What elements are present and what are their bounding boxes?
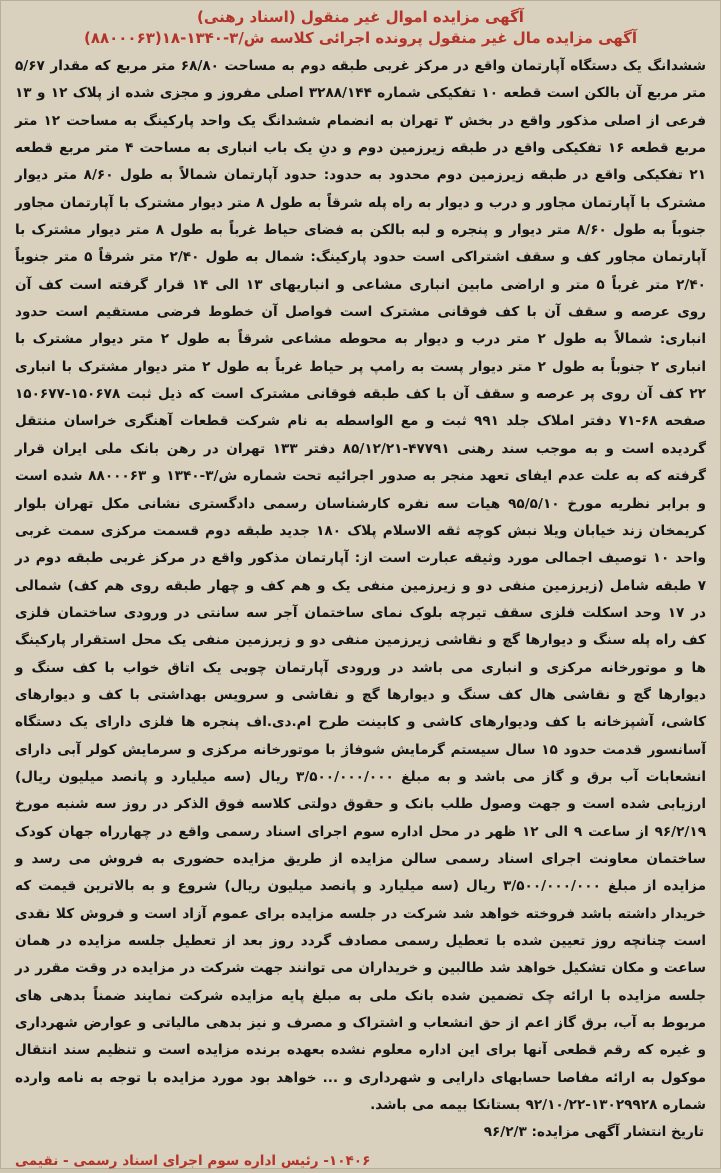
publication-date: تاریخ انتشار آگهی مزایده: ۹۶/۲/۳	[483, 1124, 704, 1141]
notice-title: آگهی مزایده اموال غیر منقول (اسناد رهنی)	[197, 8, 524, 26]
notice-body	[15, 53, 706, 1119]
notice-body-paragraph: ششدانگ یک دستگاه آپارتمان واقع در مرکز غربی طبقه دوم به مساحت ۶۸/۸۰ متر مربع که مقدار ۵/۶۷ متر مربع آن بالکن است قطعه ۱۰ تفکیکی شماره ۳۲۸۸/۱۴۴ اصلی مفروز و مجزی شده از پلاک ۱۲ و ۱۳ فرعی از اصلی مذکور واقع در بخش ۳ تهران به انضمام ششدانگ یک واحد پارکینگ به مساحت ۱۲ متر مربع قطعه ۱۶ تفکیکی واقع در طبقه زیرزمین دوم و دنِ یک باب انباری به مساحت ۴ متر مربع قطعه ۲۱ تفکیکی واقع در طبقه زیرزمین دوم محدود به حدود: حدود آپارتمان شمالاً به طول ۸/۶۰ متر دیوار مشترک با آپارتمان مجاور و درب و دیوار به راه پله شرقاً به طول ۸ متر دیوار مشترک با آپارتمان مجاور جنوباً به طول ۸/۶۰ متر دیوار و پنجره و لبه بالکن به فضای حیاط غرباً به طول ۸ متر دیوار مشترک با آپارتمان مجاور کف و سقف اشتراکی است حدود پارکینگ: شمال به طول ۲/۴۰ متر شرقاً ۵ متر جنوباً ۲/۴۰ متر غرباً ۵ متر و اراضی مابین انباری مشاعی و انباریهای ۱۳ الی ۱۴ قرار گرفته است کف آن روی عرصه و سقف آن با کف فوقانی مشترک است فواصل آن خطوط فرضی مستقیم است حدود انباری: شمالاً به طول ۲ متر درب و دیوار به محوطه مشاعی شرقاً به طول ۲ متر دیوار مشترک با انباری ۲ جنوباً به طول ۲ متر دیوار پست به رامپ پر حیاط غرباً به طول ۲ متر دیوار مشترک با انباری ۲۲ کف آن روی پر عرصه و سقف آن با کف طبقه فوقانی مشترک است که ذیل ثبت ۱۵۰۶۷۸-۱۵۰۶۷۷ صفحه ۶۸-۷۱ دفتر املاک جلد ۹۹۱ ثبت و مع الواسطه به نام شرکت قطعات آهنگری خراسان منتقل گردیده است و به موجب سند رهنی ۴۷۷۹۱-۸۵/۱۲/۲۱ دفتر ۱۳۳ تهران در رهن بانک ملی ایران قرار گرفته که به علت عدم ایفای تعهد منجر به صدور اجرائیه تحت شماره ش/۳-۱۳۴۰ و ۸۸۰۰۰۶۳ شده است و برابر نظریه مورخ ۹۵/۵/۱۰ هیات سه نفره کارشناسان رسمی دادگستری نشانی مکل تهران بلوار کریمخان زند خیابان ویلا نبش کوچه ثقه الاسلام پلاک ۱۸۰ جدید طبقه دوم قسمت مرکزی سمت غربی واحد ۱۰ توصیف اجمالی مورد وثیقه عبارت است از: آپارتمان مذکور واقع در مرکز غربی طبقه دوم در ۷ طبقه شامل (زیرزمین منفی دو و زیرزمین منفی یک و هم کف و چهار طبقه روی هم کف) شمالی در ۱۷ وحد اسکلت فلزی سقف تیرچه بلوک نمای ساختمان آجر سه سانتی در ورودی ساختمان فلزی کف راه پله سنگ و دیوارها گچ و نقاشی زیرزمین منفی دو و زیرزمین منفی یک محل استقرار پارکینگ ها و موتورخانه مرکزی و انباری می باشد در ورودی آپارتمان چوبی یک اتاق خواب با کف سنگ و دیوارها گچ و نقاشی هال کف سنگ و دیوارها گچ و نقاشی و سرویس بهداشتی با کف و دیوارهای کاشی، آشپزخانه با کف ودیوارهای کاشی و کابینت طرح ام.دی.اف پنجره ها فلزی دارای یک دستگاه آسانسور قدمت حدود ۱۵ سال سیستم گرمایش شوفاژ با موتورخانه مرکزی و سرمایش کولر آبی دارای انشعابات آب برق و گاز می باشد و به مبلغ ۳/۵۰۰/۰۰۰/۰۰۰ ریال (سه میلیارد و پانصد میلیون ریال) ارزیابی شده است و جهت وصول طلب بانک و حقوق دولتی کلاسه فوق الذکر در روز سه شنبه مورخ ۹۶/۲/۱۹ از ساعت ۹ الی ۱۲ ظهر در محل اداره سوم اجرای اسناد رسمی واقع در چهارراه جهان کودک ساختمان معاونت اجرای اسناد رسمی سالن مزایده از طریق مزایده حضوری به فروش می رسد و مزایده از مبلغ ۳/۵۰۰/۰۰۰/۰۰۰ ریال (سه میلیارد و پانصد میلیون ریال) شروع و به بالاترین قیمت که خریدار داشته باشد فروخته خواهد شد شرکت در جلسه مزایده برای عموم آزاد است و فروش کلا نقدی است چنانچه روز تعیین شده با تعطیل رسمی مصادف گردد روز بعد از تعطیل جلسه مزایده در همان ساعت و مکان تشکیل خواهد شد طالبین و خریداران می توانند جهت شرکت در مزایده در وقت مقرر در جلسه مزایده با ارائه چک تضمین شده بانک ملی به مبلغ پایه مزایده شرکت نمایند ضمناً بدهی های مربوط به آب، برق گاز اعم از حق انشعاب و اشتراک و مصرف و نیز بدهی مالیاتی و عوارض شهرداری و غیره که رقم قطعی آنها برای این اداره معلوم نشده بعهده برنده مزایده است و تنظیم سند انتقال موکول به ارائه مفاصا حسابهای دارایی و شهرداری و ... خواهد بود مورد مزایده با توجه به نامه وارده شماره ۱۳۰۲۹۹۲۸-۹۲/۱۰/۲۲ بستانکا بیمه می باشد.	[15, 58, 707, 1114]
notice-subtitle: آگهی مزایده مال غیر منقول پرونده اجرائی کلاسه ش/۳-۱۳۴۰-۱۸(۸۸۰۰۰۶۳)	[83, 29, 638, 47]
signature-line: ۱۰۴۰۶- رئیس اداره سوم اجرای اسناد رسمی - نقیمی	[15, 1153, 371, 1170]
